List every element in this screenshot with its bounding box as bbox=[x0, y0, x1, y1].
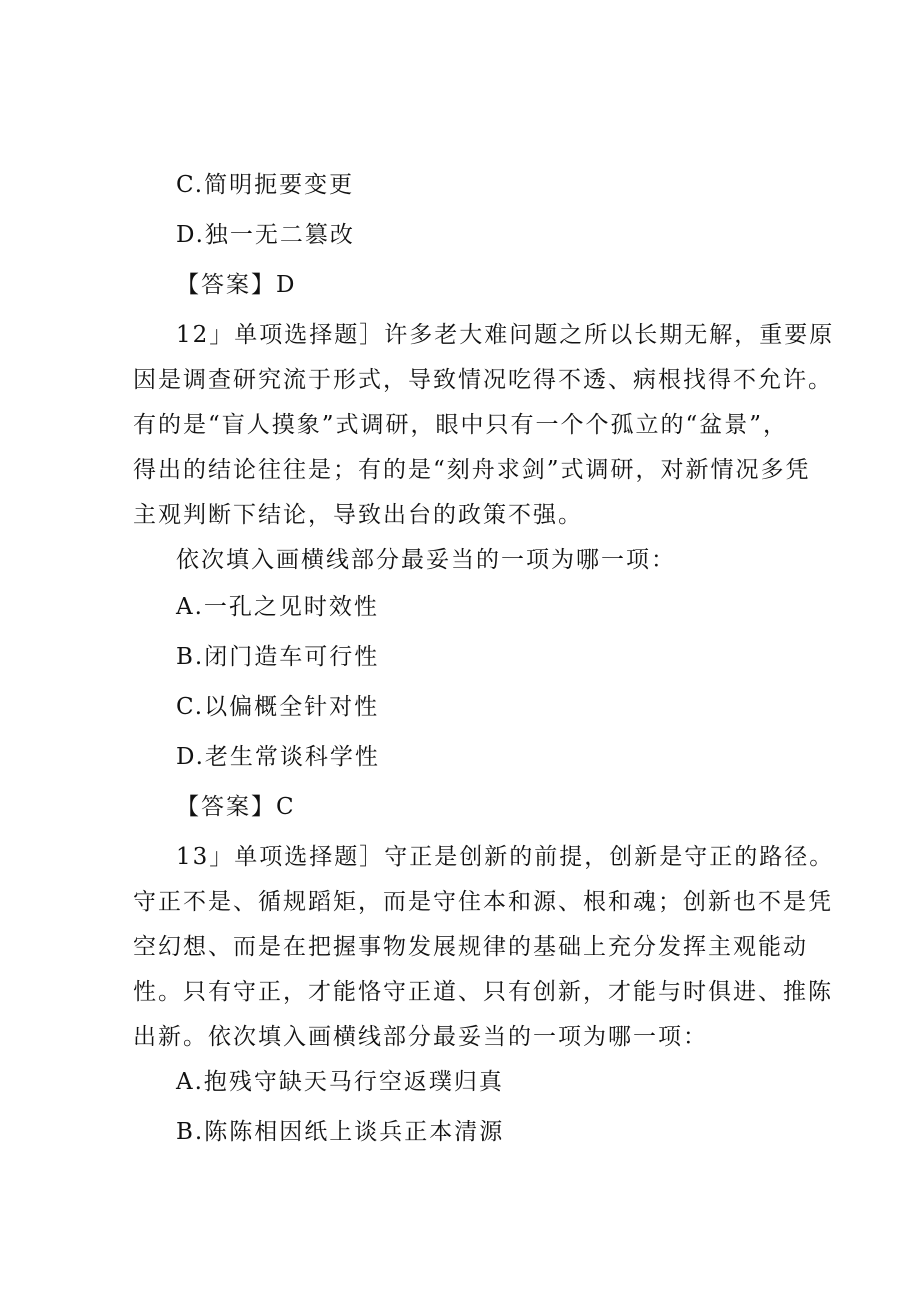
q12-option-d: D.老生常谈科学性 bbox=[176, 744, 380, 770]
q11-option-c: C.简明扼要变更 bbox=[176, 172, 355, 198]
q12-stem-line-5: 主观判断下结论，导致出台的政策不强。 bbox=[133, 502, 583, 528]
q12-option-a: A.一孔之见时效性 bbox=[176, 594, 379, 620]
q13-option-b: B.陈陈相因纸上谈兵正本清源 bbox=[176, 1119, 505, 1145]
q11-option-d: D.独一无二篡改 bbox=[176, 222, 355, 248]
q12-instruction: 依次填入画横线部分最妥当的一项为哪一项： bbox=[176, 547, 676, 573]
q12-stem-line-2: 因是调查研究流于形式，导致情况吃得不透、病根找得不允许。 bbox=[133, 367, 833, 393]
q13-stem-line-2: 守正不是、循规蹈矩，而是守住本和源、根和魂；创新也不是凭 bbox=[133, 889, 833, 915]
q12-option-b: B.闭门造车可行性 bbox=[176, 644, 380, 670]
q13-option-a: A.抱残守缺天马行空返璞归真 bbox=[176, 1069, 504, 1095]
q12-stem-line-4: 得出的结论往往是；有的是“刻舟求剑”式调研，对新情况多凭 bbox=[133, 457, 811, 483]
q11-answer: 【答案】D bbox=[176, 272, 297, 298]
q13-stem-line-5: 出新。依次填入画横线部分最妥当的一项为哪一项： bbox=[133, 1024, 708, 1050]
q13-stem-line-1: 13」单项选择题］守正是创新的前提，创新是守正的路径。 bbox=[176, 844, 835, 870]
q12-stem-line-1: 12」单项选择题］许多老大难问题之所以长期无解，重要原 bbox=[176, 322, 835, 348]
q12-stem-line-3: 有的是“盲人摸象”式调研，眼中只有一个个孤立的“盆景”， bbox=[133, 412, 789, 438]
q13-stem-line-3: 空幻想、而是在把握事物发展规律的基础上充分发挥主观能动 bbox=[133, 934, 808, 960]
q12-answer: 【答案】C bbox=[176, 794, 296, 820]
q13-stem-line-4: 性。只有守正，才能恪守正道、只有创新，才能与时俱进、推陈 bbox=[133, 979, 833, 1005]
q12-option-c: C.以偏概全针对性 bbox=[176, 694, 380, 720]
